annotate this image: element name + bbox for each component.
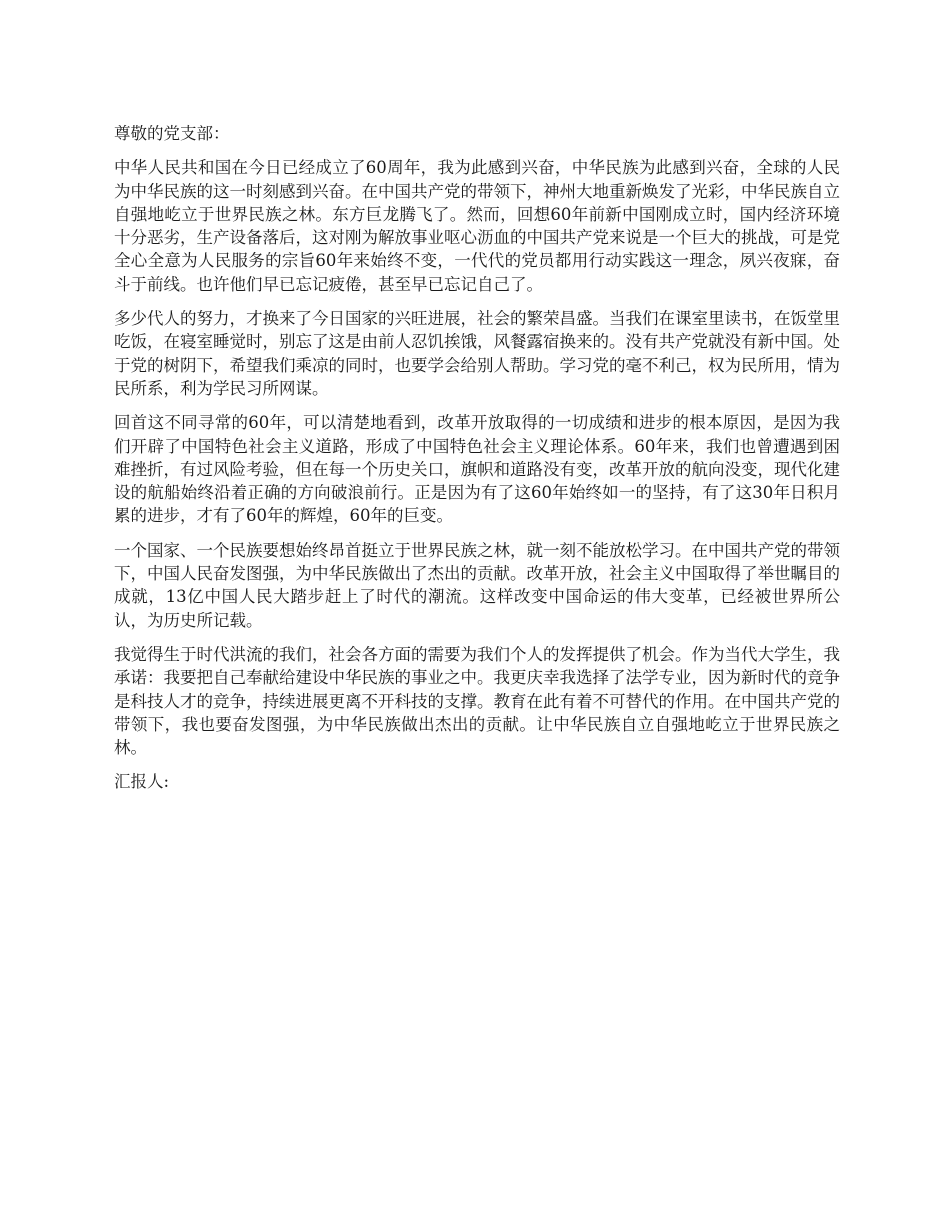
paragraph-commitment: 我觉得生于时代洪流的我们，社会各方面的需要为我们个人的发挥提供了机会。作为当代大学生，我承诺：我要把自己奉献给建设中华民族的事业之中。我更庆幸我选择了法学专业，因为新时代的竞争是科技人才的竞争，持续进展更离不开科技的支撑。教育在此有着不可替代的作用。在中国共产党的带领下，我也要奋发图强，为中华民族做出杰出的贡献。让中华民族自立自强地屹立于世界民族之林。 — [114, 644, 840, 758]
paragraph-learning: 一个国家、一个民族要想始终昂首挺立于世界民族之林，就一刻不能放松学习。在中国共产党的带领下，中国人民奋发图强，为中华民族做出了杰出的贡献。改革开放，社会主义中国取得了举世瞩目的成就，13亿中国人民大踏步赶上了时代的潮流。这样改变中国命运的伟大变革，已经被世界所公认，为历史所记载。 — [114, 540, 840, 630]
signature-label: 汇报人: — [114, 772, 170, 792]
document-body — [114, 122, 840, 794]
paragraph-anniversary: 中华人民共和国在今日已经成立了60周年，我为此感到兴奋，中华民族为此感到兴奋，全球的人民为中华民族的这一时刻感到兴奋。在中国共产党的带领下，神州大地重新焕发了光彩，中华民族自立自强地屹立于世界民族之林。东方巨龙腾飞了。然而，回想60年前新中国刚成立时，国内经济环境十分恶劣，生产设备落后，这对刚为解放事业呕心沥血的中国共产党来说是一个巨大的挑战，可是党全心全意为人民服务的宗旨60年来始终不变，一代代的党员都用行动实践这一理念，夙兴夜寐，奋斗于前线。也许他们早已忘记疲倦，甚至早已忘记自己了。 — [114, 158, 840, 294]
salutation: 尊敬的党支部： — [114, 124, 230, 143]
paragraph-reform: 回首这不同寻常的60年，可以清楚地看到，改革开放取得的一切成绩和进步的根本原因，是因为我们开辟了中国特色社会主义道路，形成了中国特色社会主义理论体系。60年来，我们也曾遭遇到困难挫折，有过风险考验，但在每一个历史关口，旗帜和道路没有变，改革开放的航向没变，现代化建设的航船始终沿着正确的方向破浪前行。正是因为有了这60年始终如一的坚持，有了这30年日积月累的进步，才有了60年的辉煌，60年的巨变。 — [114, 413, 840, 526]
paragraph-prosperity: 多少代人的努力，才换来了今日国家的兴旺进展，社会的繁荣昌盛。当我们在课室里读书，在饭堂里吃饭，在寝室睡觉时，别忘了这是由前人忍饥挨饿，风餐露宿换来的。没有共产党就没有新中国。处于党的树阴下，希望我们乘凉的同时，也要学会给别人帮助。学习党的毫不利己，权为民所用，情为民所系，利为学民习所网谋。 — [114, 309, 840, 398]
